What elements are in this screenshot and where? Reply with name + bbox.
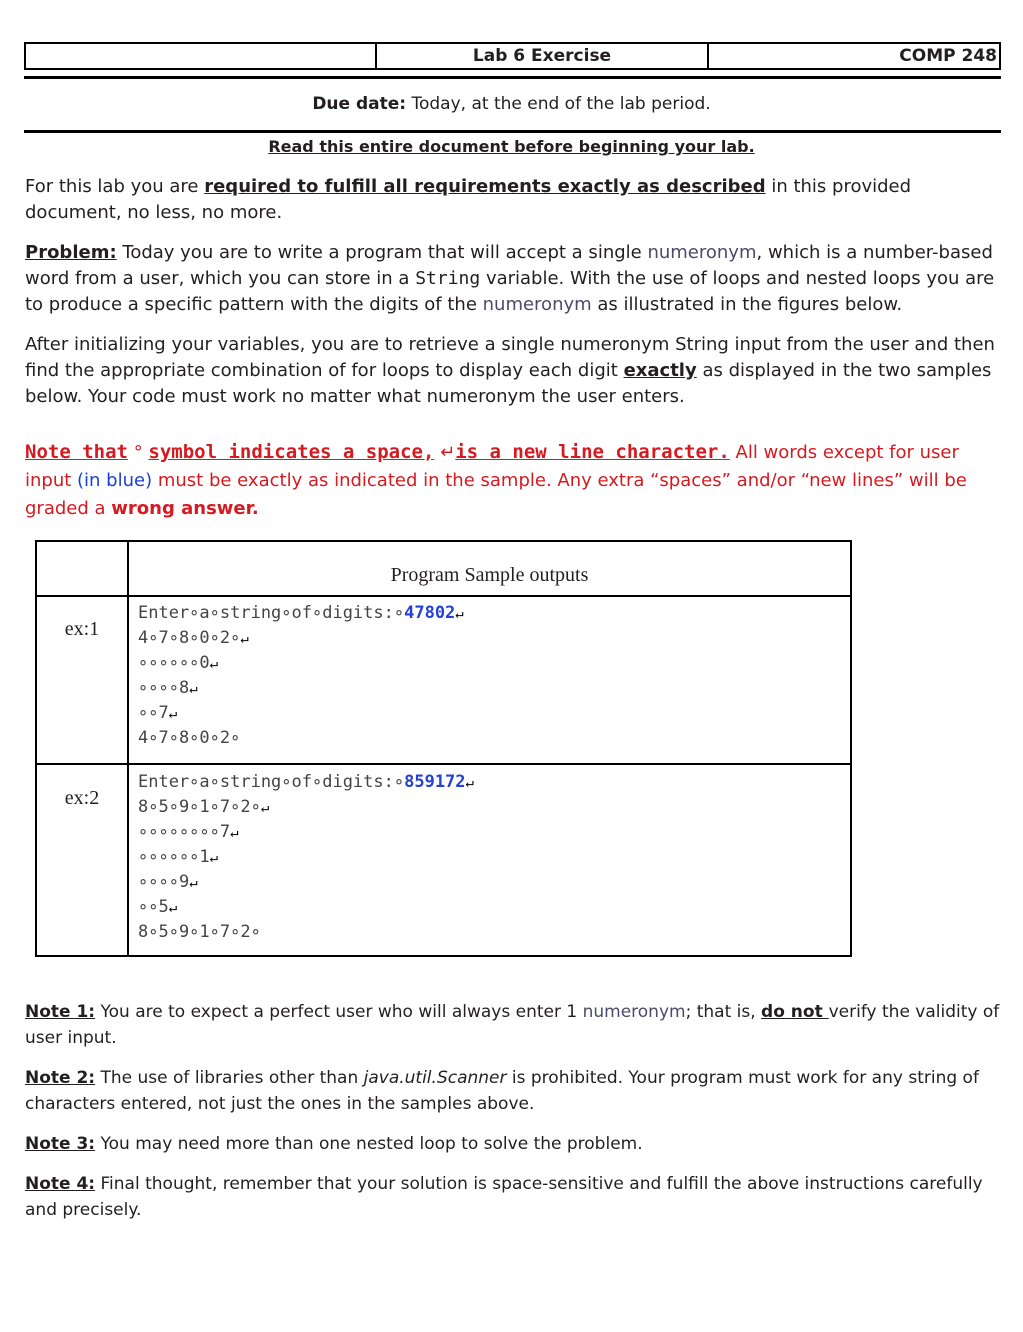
example-label: ex:1 [64, 618, 100, 640]
symbol-note-rest-2: must be exactly as indicated in the sample. Any extra “spaces” and/or “new lines” will be graded a [25, 470, 967, 519]
header-table [24, 42, 1001, 70]
example-label: ex:2 [64, 787, 100, 809]
header-empty-cell [26, 44, 377, 68]
output-line [138, 845, 474, 870]
due-rule [24, 130, 1001, 133]
intro-post: in this provided document, no less, no more. [25, 176, 912, 223]
problem-paragraph [25, 240, 1001, 318]
newline-icon: ↵ [189, 875, 198, 891]
header-rule [24, 76, 1001, 79]
output-line [138, 701, 464, 726]
problem-text-2: , which is a number-based word from a user, which you can store in a [25, 242, 993, 289]
output-line [138, 651, 464, 676]
string-code: String [415, 268, 481, 289]
newline-icon: ↵ [189, 681, 198, 697]
note-text: ; that is, [685, 1002, 762, 1022]
output-line [138, 870, 474, 895]
due-date [0, 94, 1023, 114]
table-row-divider [37, 763, 850, 765]
prompt-line [138, 601, 464, 626]
note-text: is prohibited. Your program must work for any string of characters entered, not just the ones in the samples above. [25, 1068, 979, 1114]
output-line [138, 795, 474, 820]
prompt-text: Enter∘a∘string∘of∘digits:∘ [138, 772, 405, 792]
output-line [138, 676, 464, 701]
instructions-emphasis: exactly [623, 360, 697, 381]
newline-icon: ↵ [240, 631, 249, 647]
problem-label: Problem: [25, 242, 117, 263]
numeronym-term-1: numeronym [647, 242, 757, 263]
problem-text-1: Today you are to write a program that will accept a single [116, 242, 648, 263]
due-label: Due date: [312, 94, 407, 114]
example-output [138, 770, 474, 944]
do-not-emphasis: do not [761, 1002, 829, 1022]
numeronym-term: numeronym [582, 1002, 686, 1022]
note-text: verify the validity of user input. [25, 1002, 1000, 1048]
sample-output-table [35, 540, 852, 957]
newline-symbol: ↵ [440, 442, 456, 463]
output-text: ∘∘∘∘9 [138, 872, 190, 892]
note-label: Note 4: [25, 1174, 96, 1194]
note-2 [25, 1065, 1001, 1117]
newline-icon: ↵ [168, 900, 178, 916]
newline-symbol-text: is a new line character. [455, 441, 730, 463]
problem-text-4: as illustrated in the figures below. [591, 294, 903, 315]
sample-table-header: Program Sample outputs [390, 564, 589, 586]
symbol-note-rest-1: All words except for user input [25, 442, 959, 491]
output-text: ∘∘5 [138, 897, 169, 917]
note-3 [25, 1131, 1001, 1157]
newline-icon: ↵ [168, 706, 178, 722]
note-text: You are to expect a perfect user who will always enter 1 [95, 1002, 583, 1022]
user-input: 859172 [404, 772, 466, 792]
output-line [138, 920, 474, 944]
intro-pre: For this lab you are [25, 176, 205, 197]
note-1 [25, 999, 1001, 1051]
note-text: You may need more than one nested loop to solve the problem. [95, 1134, 643, 1154]
output-text: ∘∘∘∘∘∘∘∘7 [138, 822, 231, 842]
note-label: Note 2: [25, 1068, 96, 1088]
instructions-paragraph [25, 332, 1001, 410]
user-input: 47802 [404, 603, 456, 623]
example-output [138, 601, 464, 750]
lab-title: Lab 6 Exercise [377, 44, 709, 68]
problem-text-3: variable. With the use of loops and nested loops you are to produce a specific pattern with the digits of the [25, 268, 995, 315]
newline-icon: ↵ [455, 606, 464, 622]
numeronym-term-2: numeronym [482, 294, 592, 315]
output-line [138, 626, 464, 651]
newline-icon: ↵ [465, 775, 474, 791]
newline-icon: ↵ [260, 800, 270, 816]
intro-paragraph [25, 174, 1001, 226]
note-label: Note 1: [25, 1002, 96, 1022]
in-blue-text: (in blue) [77, 470, 153, 491]
prompt-text: Enter∘a∘string∘of∘digits:∘ [138, 603, 405, 623]
output-text: ∘∘∘∘∘∘0 [138, 653, 210, 673]
read-notice: Read this entire document before beginning your lab. [268, 137, 755, 156]
wrong-answer-text: wrong answer. [111, 498, 259, 519]
output-text: 8∘5∘9∘1∘7∘2∘ [138, 922, 261, 942]
instructions-pre: After initializing your variables, you are to retrieve a single numeronym String input from the user and then find the appropriate combination of for loops to display each digit [25, 334, 995, 381]
space-symbol: ° [133, 442, 143, 463]
intro-emphasis: required to fulfill all requirements exactly as described [204, 176, 766, 197]
note-text: Final thought, remember that your solution is space-sensitive and fulfill the above instructions carefully and precisely. [25, 1174, 983, 1220]
scanner-class: java.util.Scanner [363, 1068, 507, 1088]
output-text: ∘∘7 [138, 703, 169, 723]
table-column-divider [127, 542, 129, 955]
output-text: ∘∘∘∘8 [138, 678, 190, 698]
symbol-note [25, 438, 1001, 523]
space-symbol-text: symbol indicates a space, [148, 441, 435, 463]
note-text: The use of libraries other than [95, 1068, 364, 1088]
output-text: 4∘7∘8∘0∘2∘ [138, 628, 241, 648]
note-label: Note 3: [25, 1134, 96, 1154]
note-that-label: Note that [25, 441, 128, 463]
output-text: ∘∘∘∘∘∘1 [138, 847, 210, 867]
note-4 [25, 1171, 1001, 1223]
output-text: 8∘5∘9∘1∘7∘2∘ [138, 797, 261, 817]
output-line [138, 895, 474, 920]
course-code: COMP 248 [899, 46, 997, 66]
output-line [138, 820, 474, 845]
table-row-divider [37, 595, 850, 597]
newline-icon: ↵ [209, 656, 219, 672]
output-text: 4∘7∘8∘0∘2∘ [138, 728, 241, 748]
instructions-post: as displayed in the two samples below. Your code must work no matter what numeronym the user enters. [25, 360, 992, 407]
due-text: Today, at the end of the lab period. [406, 94, 711, 114]
prompt-line [138, 770, 474, 795]
output-line [138, 726, 464, 750]
newline-icon: ↵ [209, 850, 219, 866]
newline-icon: ↵ [230, 825, 239, 841]
